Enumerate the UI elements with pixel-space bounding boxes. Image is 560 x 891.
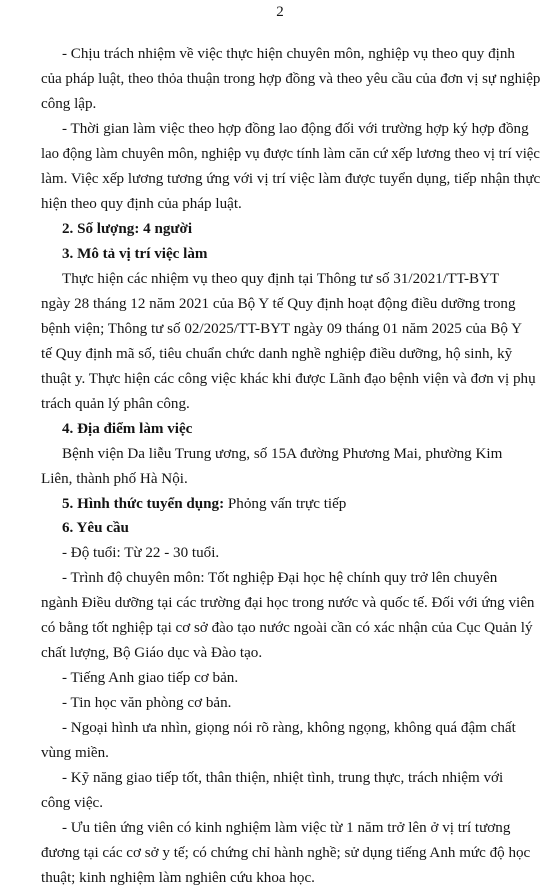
paragraph-line: trách quản lý phân công.	[41, 395, 190, 412]
paragraph-line: công lập.	[41, 95, 97, 112]
section-heading-quantity: 2. Số lượng: 4 người	[62, 220, 193, 237]
recruitment-form-value: Phỏng vấn trực tiếp	[224, 495, 347, 512]
requirement-line: thuật; kinh nghiệm làm nghiên cứu khoa học.	[41, 870, 315, 886]
section-heading-recruitment-form: 5. Hình thức tuyển dụng:	[62, 495, 225, 512]
paragraph-line: bệnh viện; Thông tư số 02/2025/TT-BYT ngày 09 tháng 01 năm 2025 của Bộ Y	[41, 320, 523, 337]
paragraph-line: tế Quy định mã số, tiêu chuẩn chức danh nghề nghiệp điều dưỡng, hộ sinh, kỹ	[41, 345, 513, 362]
requirement-line: - Tin học văn phòng cơ bản.	[62, 695, 232, 712]
requirement-line: đương tại các cơ sở y tế; có chứng chỉ hành nghề; sử dụng tiếng Anh mức độ học	[41, 845, 531, 861]
paragraph-line: ngày 28 tháng 12 năm 2021 của Bộ Y tế Quy định hoạt động điều dưỡng trong	[41, 295, 516, 312]
paragraph-line: hiện theo quy định của pháp luật.	[41, 195, 242, 212]
paragraph-line: lao động làm chuyên môn, nghiệp vụ được tính làm căn cứ xếp lương theo vị trí việc	[41, 145, 540, 162]
requirement-line: - Ưu tiên ứng viên có kinh nghiệm làm việc từ 1 năm trở lên ở vị trí tương	[62, 820, 511, 837]
page-number: 2	[276, 4, 284, 20]
requirement-line: chất lượng, Bộ Giáo dục và Đào tạo.	[41, 645, 263, 662]
requirement-line: - Ngoại hình ưa nhìn, giọng nói rõ ràng, không ngọng, không quá đậm chất	[62, 720, 516, 737]
requirement-line: - Độ tuổi: Từ 22 - 30 tuổi.	[62, 545, 220, 562]
section-heading-job-description: 3. Mô tả vị trí việc làm	[62, 245, 208, 262]
section-heading-location: 4. Địa điểm làm việc	[62, 420, 193, 437]
requirement-line: - Trình độ chuyên môn: Tốt nghiệp Đại học hệ chính quy trở lên chuyên	[62, 570, 498, 587]
requirement-line: - Kỹ năng giao tiếp tốt, thân thiện, nhiệt tình, trung thực, trách nhiệm với	[62, 770, 504, 787]
requirement-line: - Tiếng Anh giao tiếp cơ bản.	[62, 670, 239, 687]
requirement-line: ngành Điều dưỡng tại các trường đại học trong nước và quốc tế. Đối với ứng viên	[41, 595, 535, 612]
requirement-line: vùng miền.	[41, 745, 109, 762]
paragraph-line: Liên, thành phố Hà Nội.	[41, 470, 188, 487]
requirement-line: có bằng tốt nghiệp tại cơ sở đào tạo nước ngoài cần có xác nhận của Cục Quản lý	[41, 620, 533, 637]
paragraph-line: - Chịu trách nhiệm về việc thực hiện chuyên môn, nghiệp vụ theo quy định	[62, 46, 515, 62]
recruitment-form-line	[62, 494, 346, 514]
section-heading-requirements: 6. Yêu cầu	[62, 520, 129, 537]
requirement-line: công việc.	[41, 795, 104, 812]
paragraph-line: Thực hiện các nhiệm vụ theo quy định tại Thông tư số 31/2021/TT-BYT	[62, 270, 500, 287]
paragraph-line: làm. Việc xếp lương tương ứng với vị trí việc làm được tuyển dụng, tiếp nhận thực	[41, 170, 541, 187]
paragraph-line: thuật y. Thực hiện các công việc khác khi được Lãnh đạo bệnh viện và đơn vị phụ	[41, 370, 536, 387]
paragraph-line: Bệnh viện Da liễu Trung ương, số 15A đường Phương Mai, phường Kim	[62, 445, 503, 462]
paragraph-line: của pháp luật, theo thỏa thuận trong hợp đồng và theo yêu cầu của đơn vị sự nghiệp	[41, 71, 541, 87]
paragraph-line: - Thời gian làm việc theo hợp đồng lao động đối với trường hợp ký hợp đồng	[62, 120, 529, 137]
